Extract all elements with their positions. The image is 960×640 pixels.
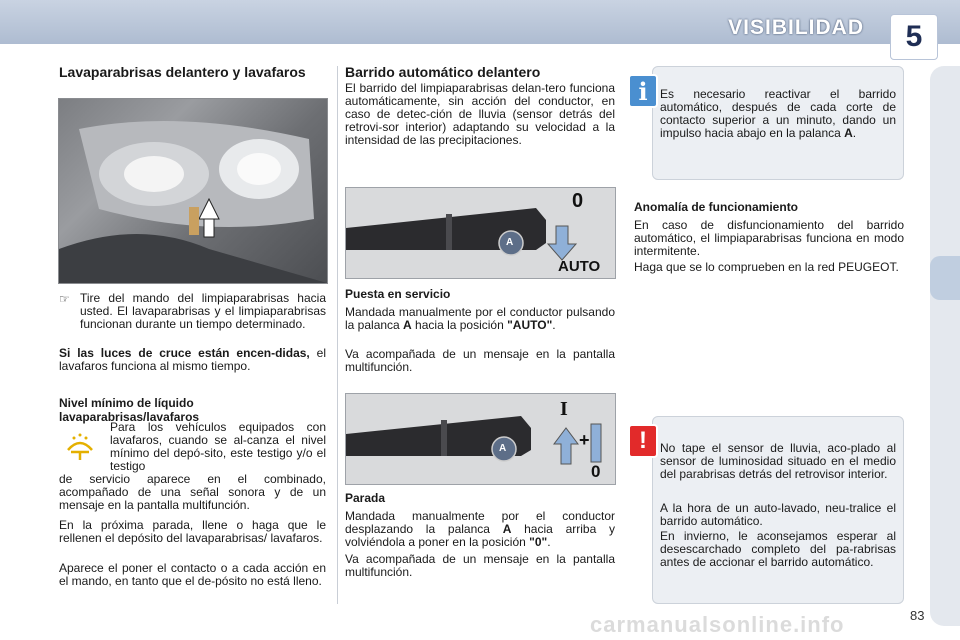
parada-lever-a: A <box>502 522 512 536</box>
nivel-heading: Nivel mínimo de líquido lavaparabrisas/lavafaros <box>59 396 200 424</box>
puesta-text-1: Mandada manualmente por el conductor pulsando la palanca <box>345 305 615 332</box>
page-title: VISIBILIDAD <box>728 16 864 39</box>
headlamp-washer-photo <box>58 98 328 284</box>
position-0-label: 0 <box>572 190 584 212</box>
watermark: carmanualsonline.info <box>590 612 845 637</box>
column-divider <box>337 66 338 604</box>
parada-zero: "0" <box>529 535 548 549</box>
warning-paragraph-2: A la hora de un auto-lavado, neu-tralice el barrido automático. <box>660 501 896 528</box>
cruce-bold: Si las luces de cruce están encen-didas, <box>59 346 310 360</box>
parada-text-1: Mandada manualmente por el conductor desplazando la palanca <box>345 509 615 536</box>
puesta-paragraph <box>345 306 615 332</box>
bullet-text: Tire del mando del limpiaparabrisas hacia usted. El lavaparabrisas y el limpiaparabrisas funcionan durante un tiempo determinado. <box>80 291 326 331</box>
puesta-text-2: hacia la posición <box>411 318 508 332</box>
lever-label-a-stop: A <box>499 443 507 454</box>
wiper-stalk-auto-image <box>345 187 616 279</box>
parada-text-2: hacia arriba y volviéndola a poner en la posición <box>345 522 616 549</box>
info-text-2: . <box>852 126 857 140</box>
position-auto-label: AUTO <box>558 258 601 275</box>
barrido-intro: El barrido del limpiaparabrisas delan-tero funciona automáticamente, sin acción del conductor, en caso de detec-ción de lluvia (sensor detrás del retrovi-sor interior) adaptando su velocidad a la intensidad de las precipitaciones. <box>345 81 615 147</box>
warning-paragraph-1: No tape el sensor de lluvia, aco-plado al sensor de luminosidad situado en el medio del parabrisas detrás del retrovisor interior. <box>660 441 896 481</box>
washer-fluid-warning-icon <box>62 430 98 466</box>
puesta-heading: Puesta en servicio <box>345 287 451 301</box>
cruce-rest: el lavafaros funciona al mismo tiempo. <box>59 346 326 373</box>
info-lever-a: A <box>844 126 853 140</box>
bullet-hand-icon: ☞ <box>59 292 70 306</box>
chapter-side-tab <box>930 66 960 626</box>
warning-icon: ! <box>628 424 658 458</box>
info-icon: i <box>628 74 658 108</box>
section-heading-lavaparabrisas: Lavaparabrisas delantero y lavafaros <box>59 64 306 80</box>
svg-text:+: + <box>579 430 590 450</box>
contact-paragraph: Aparece el poner el contacto o a cada acción en el mando, en tanto que el de-pósito no está lleno. <box>59 561 326 588</box>
anomalia-heading: Anomalía de funcionamiento <box>634 200 799 214</box>
anomalia-paragraph-2: Haga que se lo comprueben en la red PEUGEOT. <box>634 260 899 274</box>
lever-label-a: A <box>506 237 514 248</box>
puesta-auto: "AUTO" <box>507 318 553 332</box>
parada-heading: Parada <box>345 491 386 505</box>
info-note-text <box>660 88 896 140</box>
nivel-text: Para los vehículos equipados con lavafaros, cuando se al-canza el nivel mínimo del depó-sito, este testigo y/o el testigo <box>110 420 326 473</box>
chapter-side-tab-active <box>930 256 960 300</box>
parada-paragraph <box>345 510 615 549</box>
puesta-lever-a: A <box>403 318 412 332</box>
section-heading-barrido: Barrido automático delantero <box>345 64 541 80</box>
wiper-stalk-stop-image <box>345 393 616 485</box>
puesta-text-3: . <box>552 318 556 332</box>
page-number: 83 <box>910 608 925 623</box>
parada-text-3: . <box>547 535 551 549</box>
puesta-message: Va acompañada de un mensaje en la pantalla multifunción. <box>345 347 615 374</box>
warning-paragraph-3: En invierno, le aconsejamos esperar al desescarchado completo del pa-rabrisas antes de accionar el barrido automático. <box>660 529 896 569</box>
parada-message: Va acompañada de un mensaje en la pantalla multifunción. <box>345 552 615 579</box>
position-i-label: I <box>560 398 568 420</box>
position-0-label-stop: 0 <box>591 462 601 481</box>
chapter-number: 5 <box>890 14 938 60</box>
nivel-text-cont: de servicio aparece en el combinado, acompañado de una señal sonora y de un mensaje en la pantalla multifunción. <box>59 472 326 512</box>
info-text-1: Es necesario reactivar el barrido automático, después de cada corte de contacto superior a un minuto, dando un impulso hacia abajo en la palanca <box>660 87 896 140</box>
anomalia-paragraph-1: En caso de disfuncionamiento del barrido automático, el limpiaparabrisas funciona en modo intermitente. <box>634 218 904 258</box>
cruce-paragraph <box>59 347 326 373</box>
refill-paragraph: En la próxima parada, llene o haga que le rellenen el depósito del lavaparabrisas/ lavafaros. <box>59 518 326 545</box>
